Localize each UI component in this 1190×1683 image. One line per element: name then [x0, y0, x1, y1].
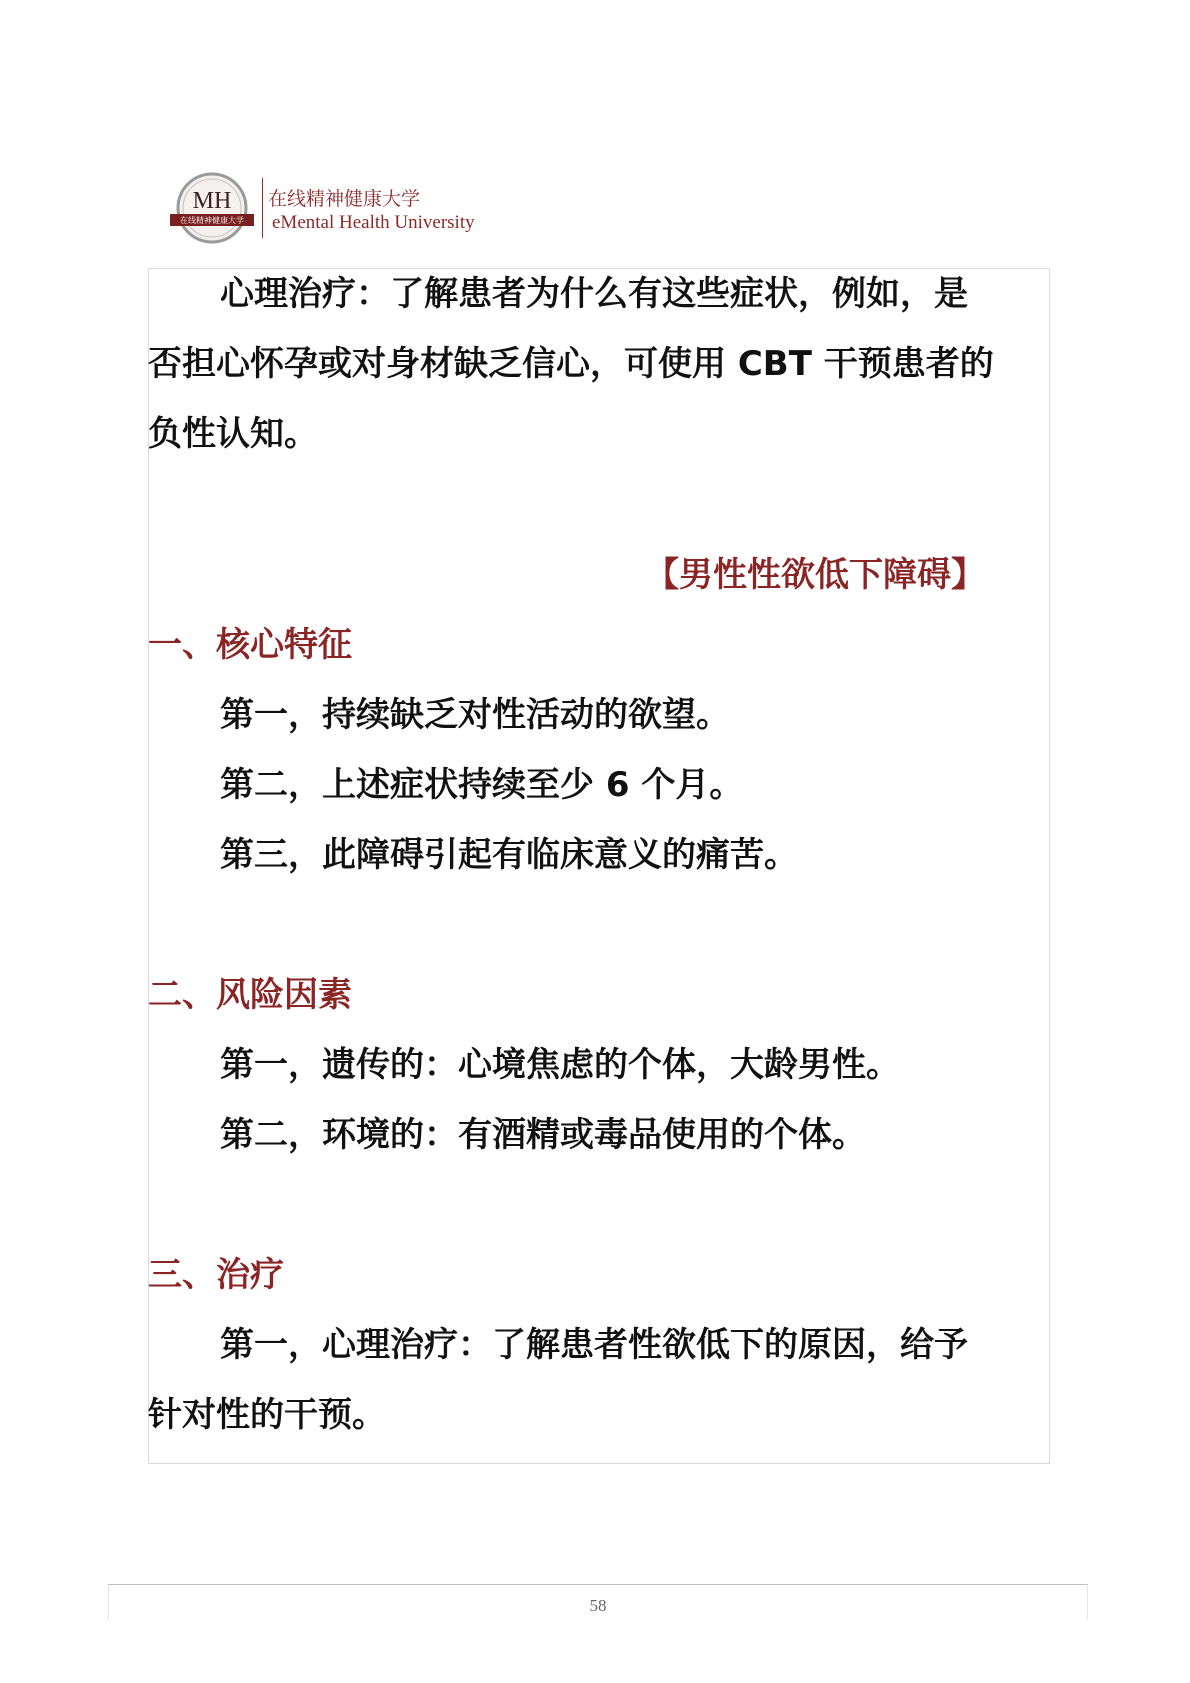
core-feature-item-3: 第三，此障碍引起有临床意义的痛苦。 [220, 835, 798, 875]
section-title: 【男性性欲低下障碍】 [645, 555, 985, 595]
core-feature-item-1: 第一，持续缺乏对性活动的欲望。 [220, 695, 730, 735]
logo-seal-band-text: 在线精神健康大学 [180, 216, 244, 225]
logo-cn-text: 在线精神健康大学 [268, 188, 421, 210]
intro-line-1: 心理治疗：了解患者为什么有这些症状，例如，是 [220, 274, 968, 314]
header-logo [170, 172, 490, 252]
risk-factor-item-2: 第二，环境的：有酒精或毒品使用的个体。 [220, 1115, 866, 1155]
treatment-item-line-2: 针对性的干预。 [148, 1395, 386, 1435]
treatment-item-line-1: 第一，心理治疗：了解患者性欲低下的原因，给予 [220, 1325, 968, 1365]
core-feature-item-2: 第二，上述症状持续至少 6 个月。 [220, 765, 744, 805]
heading-treatment: 三、治疗 [148, 1255, 284, 1295]
logo-divider [262, 178, 263, 238]
intro-line-2: 否担心怀孕或对身材缺乏信心，可使用 CBT 干预患者的 [148, 344, 994, 384]
heading-risk-factors: 二、风险因素 [148, 975, 352, 1015]
logo-seal-icon [170, 172, 254, 248]
heading-core-features: 一、核心特征 [148, 625, 352, 665]
page-number: 58 [589, 1596, 607, 1615]
logo-en-text: eMental Health University [272, 212, 475, 233]
intro-line-3: 负性认知。 [148, 414, 318, 454]
logo-seal-text: MH [192, 188, 232, 214]
risk-factor-item-1: 第一，遗传的：心境焦虑的个体，大龄男性。 [220, 1045, 900, 1085]
